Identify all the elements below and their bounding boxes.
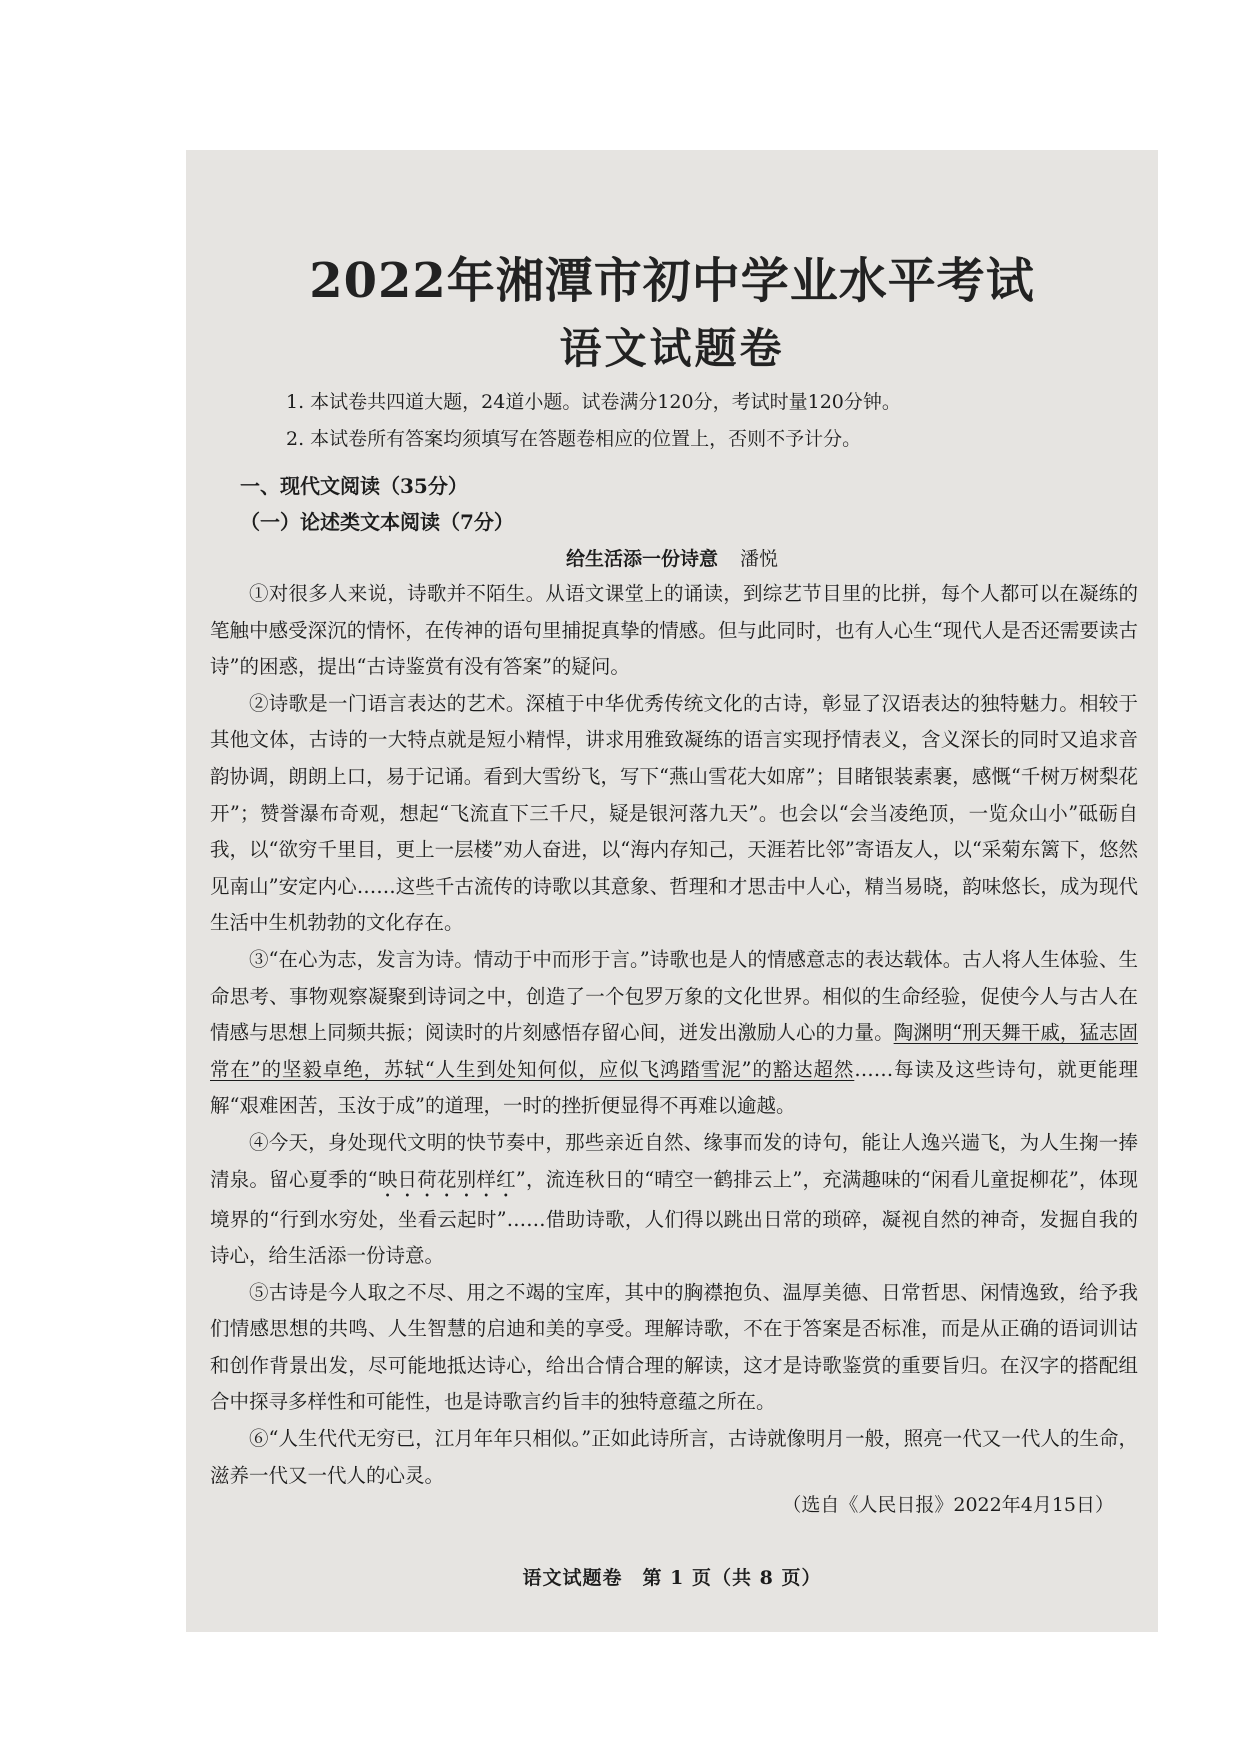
exam-paper	[186, 150, 1158, 1632]
article-source: （选自《人民日报》2022年4月15日）	[782, 1494, 1114, 1516]
paragraph-3	[210, 942, 1138, 1125]
article-body	[210, 576, 1138, 1494]
paragraph-4-text-b: ”，流连秋日的“晴空一鹤排云上”，充满趣味的“闲看儿童捉柳花”，体现境界的“行到水穷处，坐看云起时”……借助诗歌，人们得以跳出日常的琐碎，凝视自然的神奇，发掘自我的诗心，给生活添一份诗意。	[210, 1167, 1138, 1268]
paragraph-6: ⑥“人生代代无穷已，江月年年只相似。”正如此诗所言，古诗就像明月一般，照亮一代又一代人的生命，滋养一代又一代人的心灵。	[210, 1427, 1138, 1487]
paragraph-2: ②诗歌是一门语言表达的艺术。深植于中华优秀传统文化的古诗，彰显了汉语表达的独特魅力。相较于其他文体，古诗的一大特点就是短小精悍，讲求用雅致凝练的语言实现抒情表义，含义深长的同时又追求音韵协调，朗朗上口，易于记诵。看到大雪纷飞，写下“燕山雪花大如席”；目睹银装素裹，感慨“千树万树梨花开”；赞誉瀑布奇观，想起“飞流直下三千尺，疑是银河落九天”。也会以“会当凌绝顶，一览众山小”砥砺自我，以“欲穷千里目，更上一层楼”劝人奋进，以“海内存知己，天涯若比邻”寄语友人，以“采菊东篱下，悠然见南山”安定内心……这些千古流传的诗歌以其意象、哲理和才思击中人心，精当易晓，韵味悠长，成为现代生活中生机勃勃的文化存在。	[210, 691, 1138, 935]
paragraph-4-text-a: ④今天，身处现代文明的快节奏中，那些亲近自然、缘事而发的诗句，能让人逸兴遄飞，为人生掬一捧清泉。留心夏季的“	[210, 1130, 1138, 1191]
article-title-text: 给生活添一份诗意	[565, 548, 718, 570]
section-heading: 一、现代文阅读（35分）	[240, 474, 468, 498]
subsection-heading: （一）论述类文本阅读（7分）	[240, 510, 514, 534]
paragraph-4	[210, 1125, 1138, 1275]
instructions	[286, 384, 1106, 458]
exam-title: 2022年湘潭市初中学业水平考试	[309, 253, 1035, 309]
article-author: 潘悦	[740, 548, 779, 570]
paragraph-5: ⑤古诗是今人取之不尽、用之不竭的宝库，其中的胸襟抱负、温厚美德、日常哲思、闲情逸致，给予我们情感思想的共鸣、人生智慧的启迪和美的享受。理解诗歌，不在于答案是否标准，而是从正确的语词训诂和创作背景出发，尽可能地抵达诗心，给出合情合理的解读，这才是诗歌鉴赏的重要旨归。在汉字的搭配组合中探寻多样性和可能性，也是诗歌言约旨丰的独特意蕴之所在。	[210, 1280, 1138, 1414]
emphasized-phrase: 映日荷花别样红	[377, 1167, 516, 1191]
paragraph-3-text-b: ……每读及这些诗句，就更能理解“艰难困苦，玉汝于成”的道理，一时的挫折便显得不再难以逾越。	[210, 1057, 1138, 1118]
paragraph-1: ①对很多人来说，诗歌并不陌生。从语文课堂上的诵读，到综艺节目里的比拼，每个人都可以在凝练的笔触中感受深沉的情怀，在传神的语句里捕捉真挚的情感。但与此同时，也有人心生“现代人是否还需要读古诗”的困惑，提出“古诗鉴赏有没有答案”的疑问。	[210, 582, 1138, 679]
instruction-1: 1. 本试卷共四道大题，24道小题。试卷满分120分，考试时量120分钟。	[286, 391, 901, 413]
paragraph-3-text-a: ③“在心为志，发言为诗。情动于中而形于言。”诗歌也是人的情感意志的表达载体。古人将人生体验、生命思考、事物观察凝聚到诗词之中，创造了一个包罗万象的文化世界。相似的生命经验，促使今人与古人在情感与思想上同频共振；阅读时的片刻感悟存留心间，迸发出激励人心的力量。	[210, 947, 1138, 1045]
page-footer: 语文试题卷 第 1 页（共 8 页）	[522, 1567, 822, 1589]
article-title	[186, 544, 1158, 571]
exam-subtitle: 语文试题卷	[559, 324, 785, 373]
underlined-passage: 陶渊明“刑天舞干戚，猛志固常在”的坚毅卓绝，苏轼“人生到处知何似，应似飞鸿踏雪泥”的豁达超然	[210, 1021, 1138, 1081]
instruction-2: 2. 本试卷所有答案均须填写在答题卷相应的位置上，否则不予计分。	[286, 428, 862, 450]
